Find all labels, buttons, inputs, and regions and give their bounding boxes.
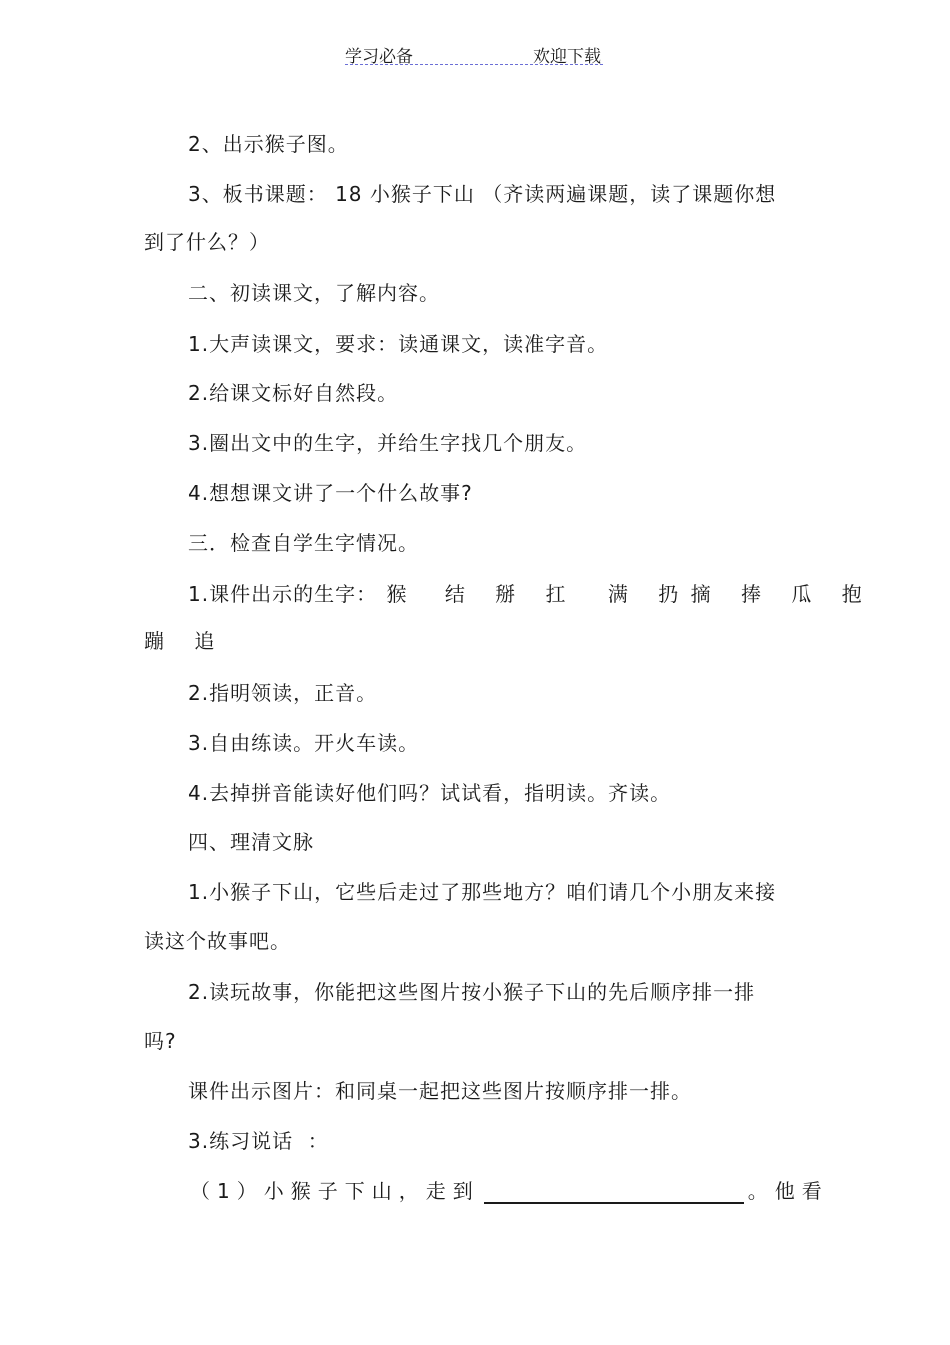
section-3-heading: 三．检查自学生字情况。 [188, 531, 419, 555]
new-characters-label: 1.课件出示的生字： [188, 582, 378, 606]
answer-blank[interactable] [484, 1180, 744, 1204]
line-new-characters-cont: 蹦 追 [144, 629, 216, 653]
line-new-characters [188, 580, 863, 608]
line-fill-blank [190, 1177, 829, 1205]
line-think-story: 4.想想课文讲了一个什么故事? [188, 481, 473, 505]
line-board-title: 3、板书课题： 18 小猴子下山 （齐读两遍课题，读了课题你想 [188, 182, 777, 206]
char-item: 扔 [658, 582, 680, 606]
char-item: 满 [607, 582, 629, 606]
line-read-aloud: 1.大声读课文，要求：读通课文，读准字音。 [188, 332, 609, 356]
fill-blank-suffix: 。他看 [747, 1179, 829, 1203]
page-header [345, 40, 603, 65]
char-item: 捧 [740, 582, 762, 606]
line-order-pictures: 2.读玩故事，你能把这些图片按小猴子下山的先后顺序排一排 [188, 980, 756, 1004]
line-order-pictures-cont: 吗? [144, 1029, 177, 1053]
char-item: 结 [444, 582, 466, 606]
fill-blank-prefix: （1）小猴子下山，走到 [190, 1179, 480, 1203]
header-right: 欢迎下载 [533, 47, 601, 67]
line-no-pinyin: 4.去掉拼音能读好他们吗？试试看，指明读。齐读。 [188, 781, 672, 805]
char-item: 猴 [386, 582, 408, 606]
line-circle-characters: 3.圈出文中的生字，并给生字找几个朋友。 [188, 431, 588, 455]
header-left: 学习必备 [345, 47, 413, 67]
line-places-visited: 1.小猴子下山，它些后走过了那些地方？咱们请几个小朋友来接 [188, 880, 777, 904]
line-board-title-cont: 到了什么？） [144, 230, 270, 254]
line-mark-paragraphs: 2.给课文标好自然段。 [188, 381, 399, 405]
line-speaking-practice: 3.练习说话 ： [188, 1129, 329, 1153]
char-item: 扛 [545, 582, 567, 606]
line-places-visited-cont: 读这个故事吧。 [144, 929, 291, 953]
line-show-monkey-image: 2、出示猴子图。 [188, 132, 349, 156]
line-courseware-pictures: 课件出示图片：和同桌一起把这些图片按顺序排一排。 [188, 1079, 692, 1103]
line-free-practice: 3.自由练读。开火车读。 [188, 731, 420, 755]
char-item: 瓜 [791, 582, 813, 606]
section-2-heading: 二、初读课文，了解内容。 [188, 281, 440, 305]
char-item: 抱 [841, 582, 863, 606]
char-item: 摘 [690, 582, 712, 606]
section-4-heading: 四、理清文脉 [188, 830, 314, 854]
line-lead-reading: 2.指明领读，正音。 [188, 681, 378, 705]
char-item: 掰 [495, 582, 517, 606]
